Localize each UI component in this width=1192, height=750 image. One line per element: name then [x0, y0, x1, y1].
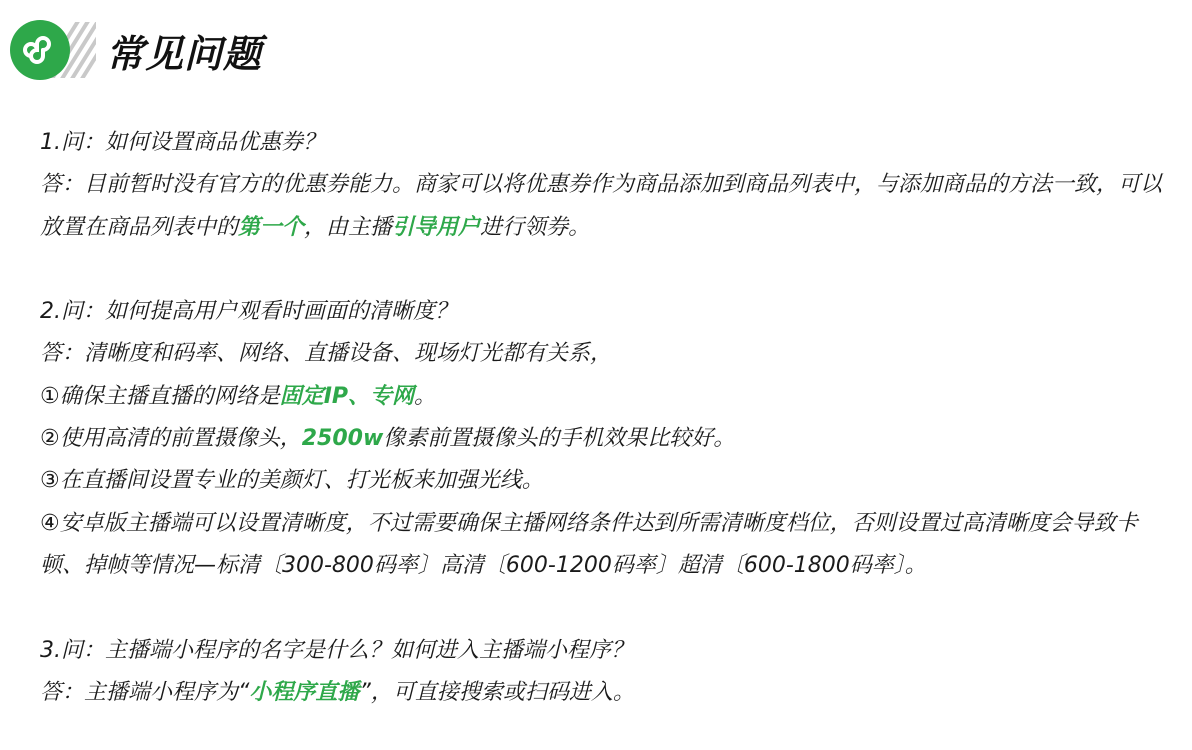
faq-content [40, 122, 1180, 714]
faq-answer-1 [40, 164, 1180, 249]
highlight-text: 引导用户 [392, 214, 481, 240]
item-text: 像素前置摄像头的手机效果比较好。 [383, 426, 736, 452]
page-title: 常见问题 [106, 31, 263, 76]
faq-question-1: 1.问：如何设置商品优惠券？ [40, 130, 325, 155]
faq-question-2: 2.问：如何提高用户观看时画面的清晰度？ [40, 299, 457, 325]
highlight-text: 第一个 [238, 214, 305, 240]
faq-question-3: 3.问：主播端小程序的名字是什么？如何进入主播端小程序？ [40, 637, 633, 663]
highlight-text: 固定IP、专网 [279, 383, 415, 409]
faq-answer-2-item-3 [40, 460, 1180, 502]
item-text: ①确保主播直播的网络是 [40, 383, 280, 409]
item-text: ③在直播间设置专业的美颜灯、打光板来加强光线。 [40, 468, 544, 494]
item-text: ④安卓版主播端可以设置清晰度，不过需要确保主播网络条件达到所需清晰度档位，否则设置过高清晰度会导致卡顿、掉帧等情况—标清〔300-800码率〕高清〔600-1200码率〕超清〔600-1800码率〕。 [40, 510, 1138, 578]
answer-text: ”，可直接搜索或扫码进入。 [359, 679, 635, 705]
faq-answer-2-item-2 [40, 418, 1180, 460]
highlight-text: 2500w [301, 426, 384, 452]
answer-text: 进行领券。 [480, 214, 591, 240]
answer-text: 答：目前暂时没有官方的优惠券能力。商家可以将优惠券作为商品添加到商品列表中，与添加商品的方法一致，可以放置在商品列表中的 [40, 172, 1163, 240]
page-header [10, 18, 262, 82]
highlight-text: 小程序直播 [249, 679, 360, 705]
answer-text: ，由主播 [304, 214, 393, 240]
answer-text: 答：主播端小程序为“ [40, 679, 250, 705]
mini-program-icon [10, 18, 98, 82]
faq-answer-3 [40, 672, 1180, 714]
item-text: 。 [414, 383, 437, 409]
faq-answer-2-item-4 [40, 503, 1180, 588]
faq-answer-2: 答：清晰度和码率、网络、直播设备、现场灯光都有关系， [40, 341, 613, 367]
faq-answer-2-item-1 [40, 376, 1180, 418]
item-text: ②使用高清的前置摄像头， [40, 426, 302, 452]
